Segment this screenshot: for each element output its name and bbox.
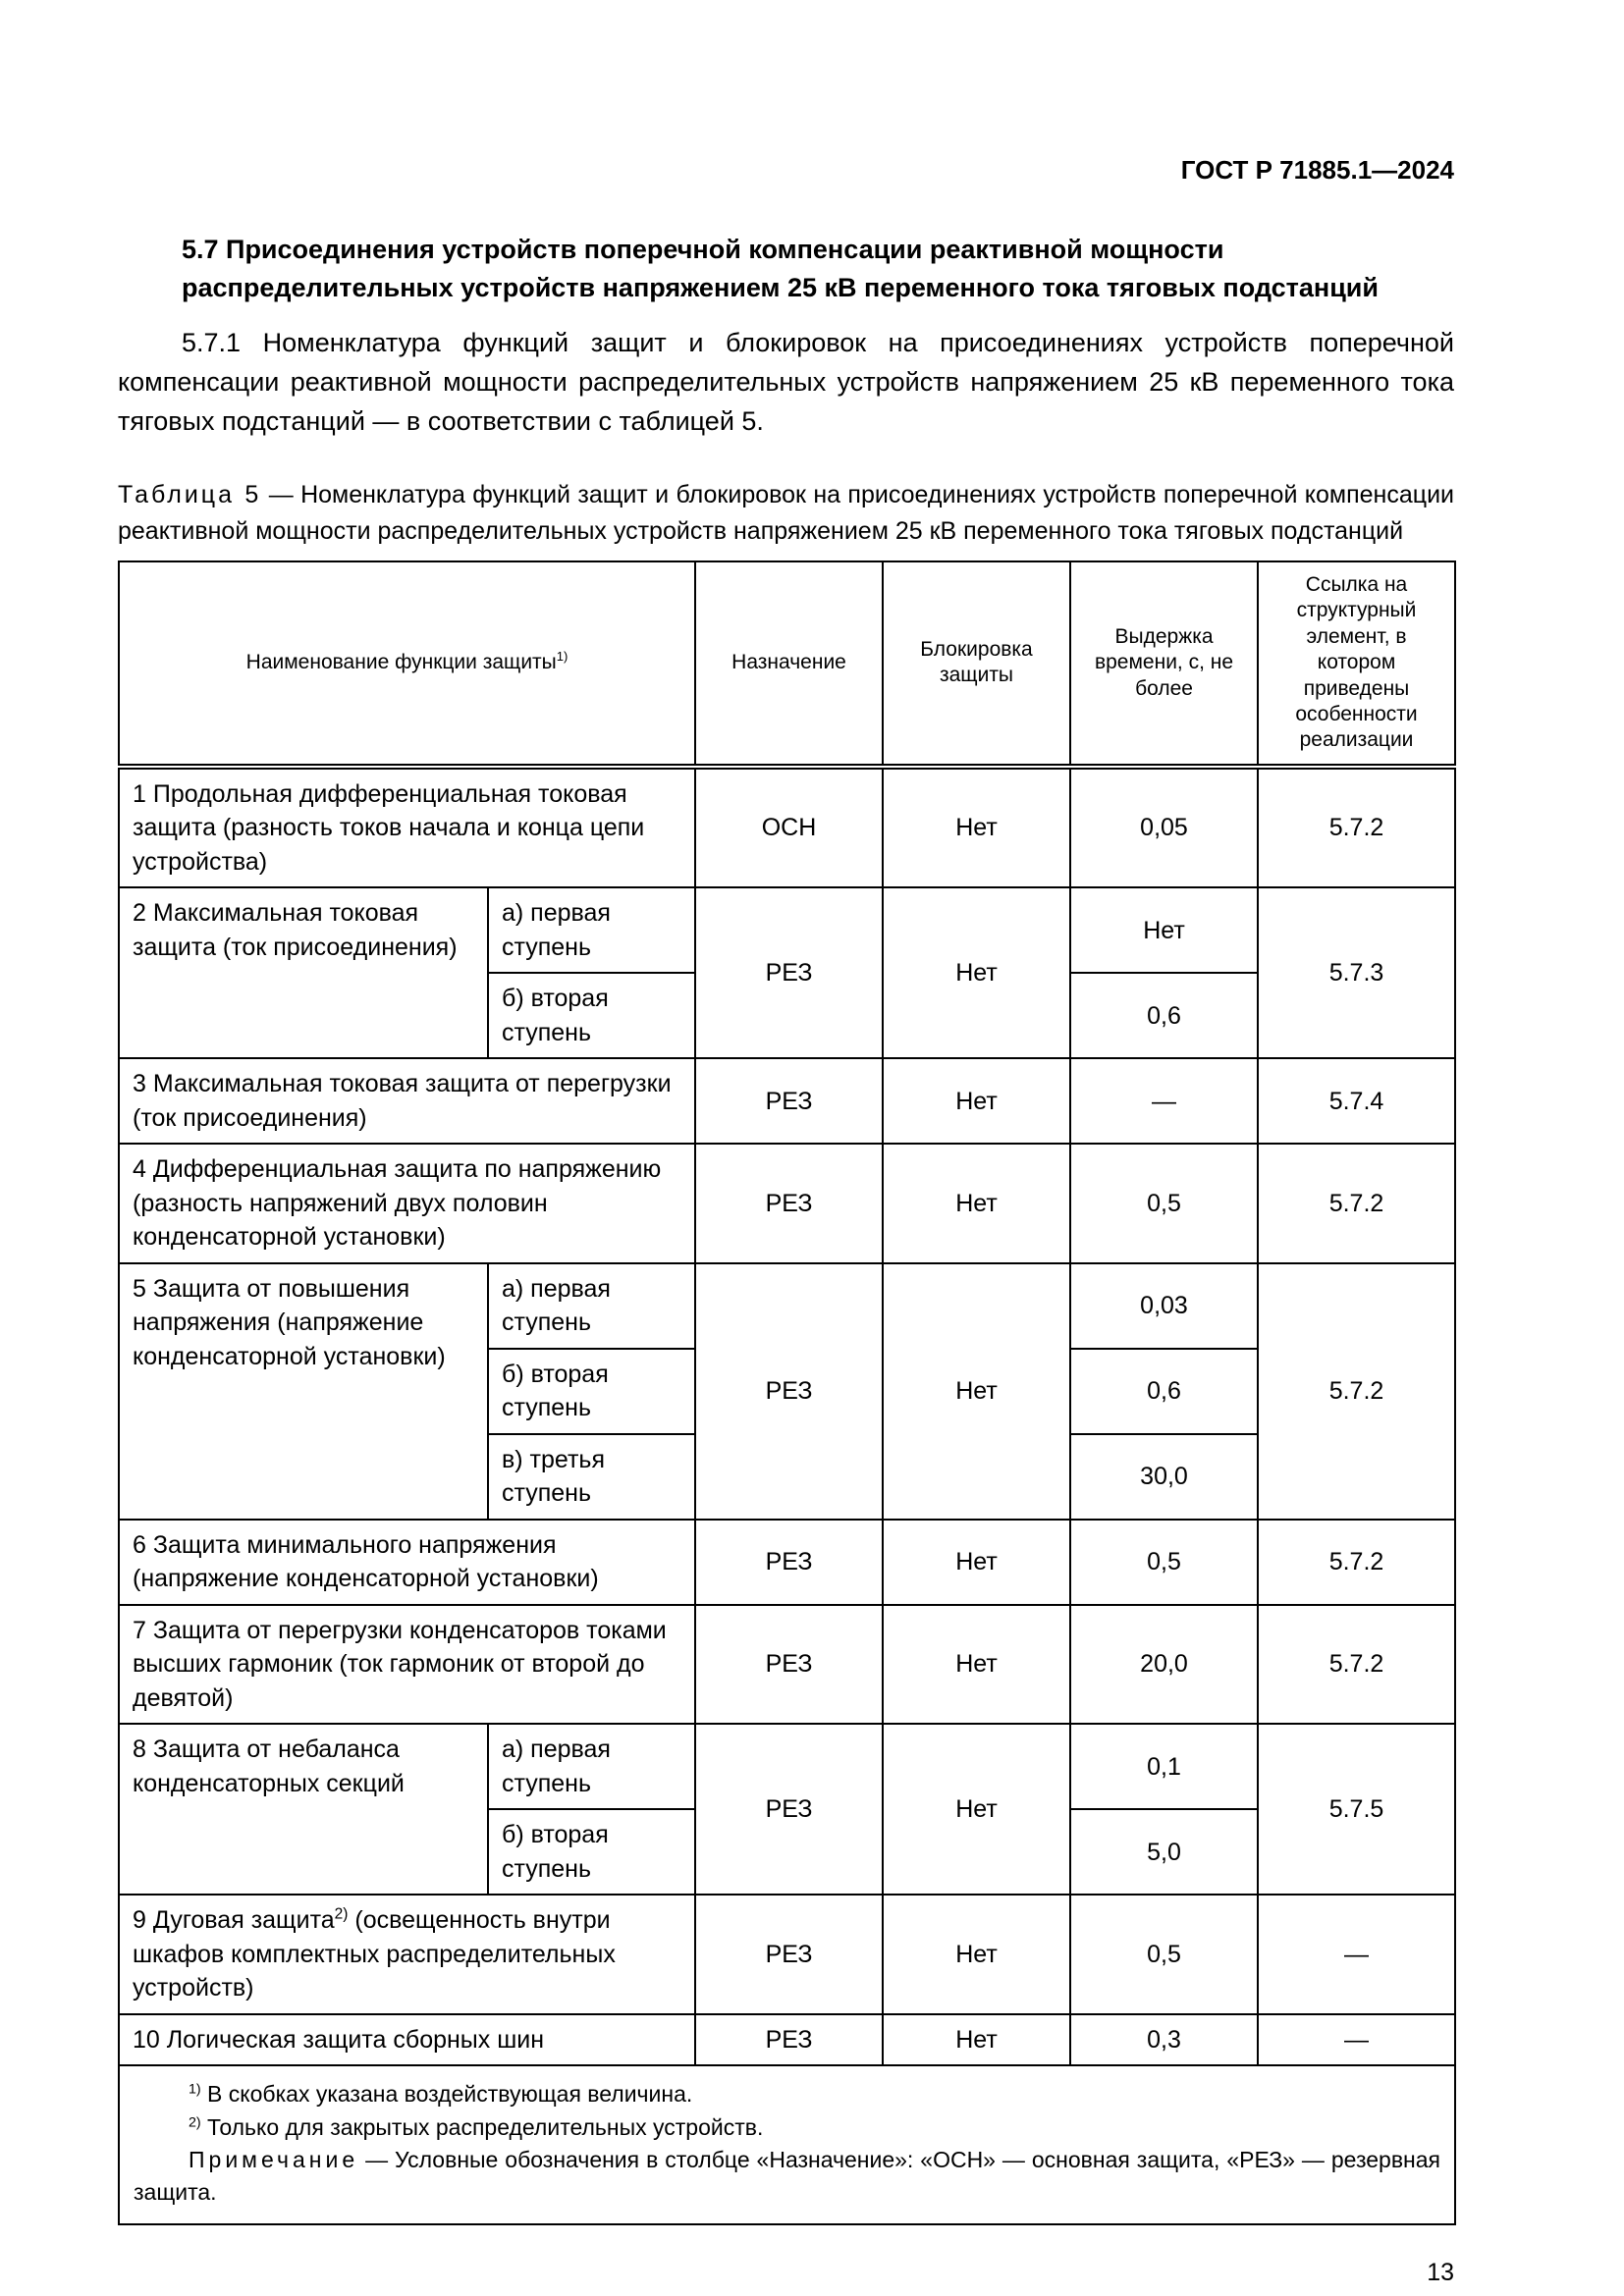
footnotes-cell: [119, 2065, 1455, 2223]
table-row: [119, 887, 1455, 973]
footnote-1: [134, 2078, 1440, 2110]
table-header-row: [119, 561, 1455, 767]
purpose-cell: РЕЗ: [695, 1724, 883, 1895]
table-row: [119, 1605, 1455, 1725]
ref-cell: —: [1258, 1895, 1455, 2014]
ref-cell: 5.7.2: [1258, 1144, 1455, 1263]
ref-cell: 5.7.3: [1258, 887, 1455, 1058]
col-header-ref: Ссылка на структурный элемент, в котором приведены особенности реализации: [1258, 561, 1455, 767]
section-heading: 5.7 Присоединения устройств поперечной компенсации реактивной мощности распределительных устройств напряжением 25 кВ переменного тока тяговых подстанций: [182, 235, 1380, 302]
name-cell: 5 Защита от повышения напряжения (напряжение конденсаторной установки): [119, 1263, 488, 1520]
col-header-name-footnote-mark: 1): [556, 649, 568, 665]
ref-cell: 5.7.2: [1258, 1605, 1455, 1725]
name-cell: 2 Максимальная токовая защита (ток присоединения): [119, 887, 488, 1058]
name-cell: 1 Продольная дифференциальная токовая защита (разность токов начала и конца цепи устройства): [119, 767, 695, 888]
purpose-cell: РЕЗ: [695, 1520, 883, 1605]
purpose-cell: РЕЗ: [695, 1144, 883, 1263]
ref-cell: —: [1258, 2014, 1455, 2066]
table-row: [119, 1263, 1455, 1349]
step-cell: а) первая ступень: [488, 1724, 695, 1809]
col-header-delay: Выдержка времени, с, не более: [1070, 561, 1258, 767]
table-row: [119, 1724, 1455, 1809]
blocking-cell: Нет: [883, 1520, 1070, 1605]
col-header-name-text: Наименование функции защиты: [245, 651, 557, 674]
blocking-cell: Нет: [883, 1605, 1070, 1725]
purpose-cell: РЕЗ: [695, 1263, 883, 1520]
blocking-cell: Нет: [883, 1058, 1070, 1144]
blocking-cell: Нет: [883, 1724, 1070, 1895]
ref-cell: 5.7.2: [1258, 767, 1455, 888]
delay-cell: 0,05: [1070, 767, 1258, 888]
delay-cell: 0,3: [1070, 2014, 1258, 2066]
name-text: (освещенность внутри шкафов комплектных распределительных устройств): [133, 1906, 616, 2002]
purpose-cell: РЕЗ: [695, 1058, 883, 1144]
ref-cell: 5.7.2: [1258, 1263, 1455, 1520]
step-cell: б) вторая ступень: [488, 1809, 695, 1895]
table-row: [119, 1520, 1455, 1605]
delay-cell: 0,03: [1070, 1263, 1258, 1349]
delay-cell: 20,0: [1070, 1605, 1258, 1725]
col-header-blocking: Блокировка защиты: [883, 561, 1070, 767]
delay-cell: 0,1: [1070, 1724, 1258, 1809]
name-cell: 6 Защита минимального напряжения (напряжение конденсаторной установки): [119, 1520, 695, 1605]
footnote-2: [134, 2111, 1440, 2144]
blocking-cell: Нет: [883, 887, 1070, 1058]
table-caption-label: Таблица 5: [118, 480, 262, 508]
name-cell: 10 Логическая защита сборных шин: [119, 2014, 695, 2066]
protections-table: [118, 561, 1456, 2225]
ref-cell: 5.7.5: [1258, 1724, 1455, 1895]
table-row: [119, 1144, 1455, 1263]
purpose-cell: РЕЗ: [695, 1605, 883, 1725]
purpose-cell: ОСН: [695, 767, 883, 888]
step-cell: а) первая ступень: [488, 1263, 695, 1349]
purpose-cell: РЕЗ: [695, 2014, 883, 2066]
delay-cell: 0,5: [1070, 1520, 1258, 1605]
table-row: [119, 1058, 1455, 1144]
name-cell: 8 Защита от небаланса конденсаторных секций: [119, 1724, 488, 1895]
delay-cell: 0,6: [1070, 973, 1258, 1058]
footnote-2-mark: 2): [189, 2114, 201, 2131]
table-note: [134, 2144, 1440, 2210]
table-footnote-row: [119, 2065, 1455, 2223]
step-cell: а) первая ступень: [488, 887, 695, 973]
blocking-cell: Нет: [883, 1144, 1070, 1263]
ref-cell: 5.7.4: [1258, 1058, 1455, 1144]
purpose-cell: РЕЗ: [695, 1895, 883, 2014]
table-row: [119, 2014, 1455, 2066]
name-cell: 4 Дифференциальная защита по напряжению (разность напряжений двух половин конденсаторной установки): [119, 1144, 695, 1263]
footnote-1-text: В скобках указана воздействующая величина.: [200, 2081, 693, 2108]
delay-cell: —: [1070, 1058, 1258, 1144]
blocking-cell: Нет: [883, 1263, 1070, 1520]
ref-cell: 5.7.2: [1258, 1520, 1455, 1605]
footnote-1-mark: 1): [189, 2081, 201, 2098]
blocking-cell: Нет: [883, 767, 1070, 888]
col-header-purpose: Назначение: [695, 561, 883, 767]
step-cell: б) вторая ступень: [488, 1349, 695, 1434]
table-caption: [118, 477, 1454, 551]
delay-cell: 0,6: [1070, 1349, 1258, 1434]
name-cell: [119, 1895, 695, 2014]
delay-cell: 0,5: [1070, 1895, 1258, 2014]
running-header: ГОСТ Р 71885.1—2024: [1180, 155, 1454, 185]
delay-cell: 0,5: [1070, 1144, 1258, 1263]
blocking-cell: Нет: [883, 1895, 1070, 2014]
table-note-text: — Условные обозначения в столбце «Назначение»: «ОСН» — основная защита, «РЕЗ» — резервная защита.: [134, 2147, 1441, 2206]
page-number: 13: [1427, 2258, 1454, 2286]
name-footnote-mark: 2): [334, 1906, 349, 1924]
table-note-label: Примечание: [189, 2147, 359, 2173]
delay-cell: 30,0: [1070, 1434, 1258, 1520]
name-text: 9 Дуговая защита: [133, 1906, 335, 1935]
name-cell: 3 Максимальная токовая защита от перегрузки (ток присоединения): [119, 1058, 695, 1144]
delay-cell: 5,0: [1070, 1809, 1258, 1895]
name-cell: 7 Защита от перегрузки конденсаторов токами высших гармоник (ток гармоник от второй до девятой): [119, 1605, 695, 1725]
step-cell: в) третья ступень: [488, 1434, 695, 1520]
table-row: [119, 767, 1455, 888]
table-row: [119, 1895, 1455, 2014]
footnote-2-text: Только для закрытых распределительных устройств.: [200, 2113, 764, 2140]
table-caption-text: — Номенклатура функций защит и блокировок на присоединениях устройств поперечной компенсации реактивной мощности распределительных устройств напряжением 25 кВ переменного тока тяговых подстанций: [118, 480, 1455, 546]
step-cell: б) вторая ступень: [488, 973, 695, 1058]
blocking-cell: Нет: [883, 2014, 1070, 2066]
delay-cell: Нет: [1070, 887, 1258, 973]
col-header-name: [119, 561, 695, 767]
body-paragraph: 5.7.1 Номенклатура функций защит и блокировок на присоединениях устройств поперечной компенсации реактивной мощности распределительных устройств напряжением 25 кВ переменного тока тяговых подстанций — в соответствии с таблицей 5.: [118, 327, 1454, 436]
purpose-cell: РЕЗ: [695, 887, 883, 1058]
